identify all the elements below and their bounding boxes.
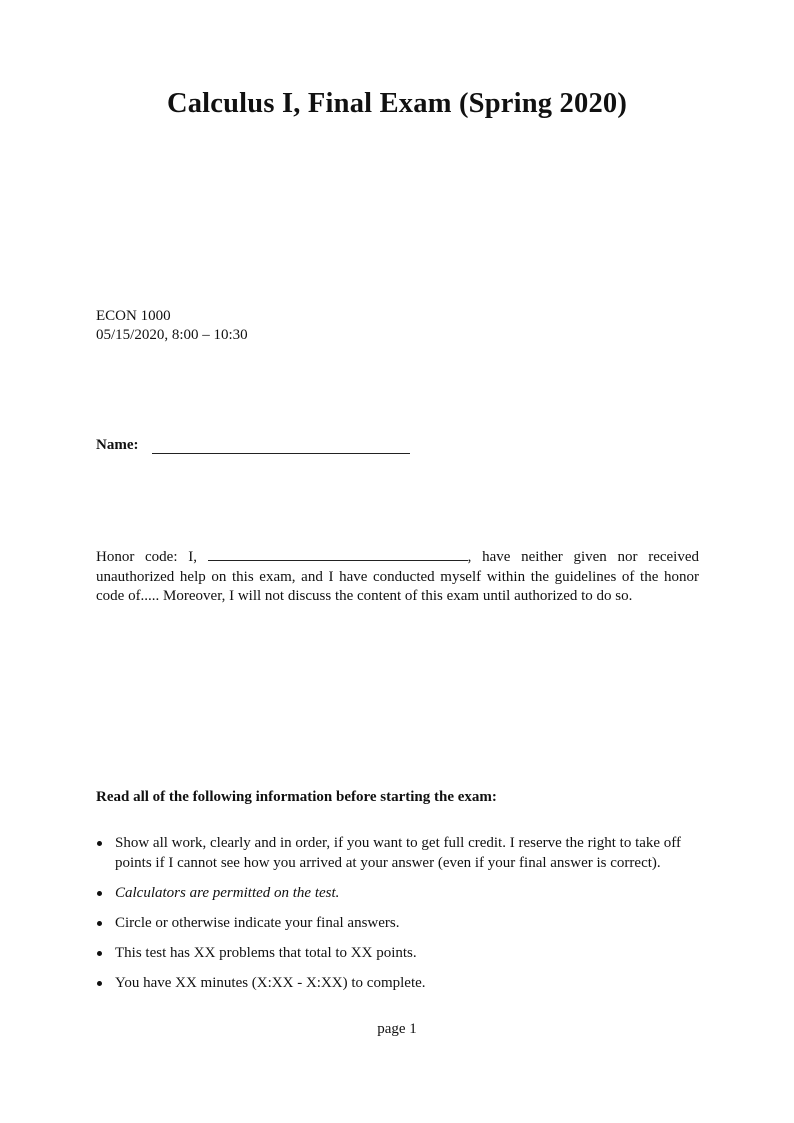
instructions-list — [96, 834, 699, 1004]
bullet-icon — [97, 951, 102, 956]
instruction-item — [96, 884, 699, 904]
instruction-item — [96, 914, 699, 934]
instruction-text: Show all work, clearly and in order, if you want to get full credit. I reserve the right to take off points if I cannot see how you arrived at your answer (even if your final answer is correct). — [115, 835, 682, 871]
course-code: ECON 1000 — [96, 308, 171, 324]
name-label: Name: — [96, 437, 139, 453]
instruction-item — [96, 974, 699, 994]
exam-datetime: 05/15/2020, 8:00 – 10:30 — [96, 327, 248, 343]
page-number: page 1 — [377, 1021, 417, 1037]
instruction-item — [96, 944, 699, 964]
exam-title: Calculus I, Final Exam (Spring 2020) — [166, 88, 628, 119]
bullet-icon — [97, 841, 102, 846]
name-row — [96, 436, 410, 454]
honor-code-suffix: , have neither given nor received unauthorized help on this exam, and I have conducted myself within the guidelines of the honor code of..... Moreover, I will not discuss the content of this exam until authorized to do so. — [96, 549, 700, 604]
instructions-heading: Read all of the following information before starting the exam: — [96, 789, 497, 805]
honor-code-prefix: Honor code: I, — [96, 549, 208, 565]
instruction-text: Calculators are permitted on the test. — [115, 884, 340, 901]
instruction-item — [96, 834, 699, 873]
bullet-icon — [97, 981, 102, 986]
honor-code-paragraph — [96, 546, 699, 607]
instruction-text: Circle or otherwise indicate your final answers. — [115, 914, 400, 931]
bullet-icon — [97, 921, 102, 926]
bullet-icon — [97, 891, 102, 896]
honor-code-blank-line[interactable] — [208, 546, 468, 561]
course-info — [96, 307, 248, 345]
instruction-text: You have XX minutes (X:XX - X:XX) to complete. — [115, 974, 426, 991]
name-blank-line[interactable] — [152, 436, 410, 454]
instruction-text: This test has XX problems that total to XX points. — [115, 944, 417, 961]
